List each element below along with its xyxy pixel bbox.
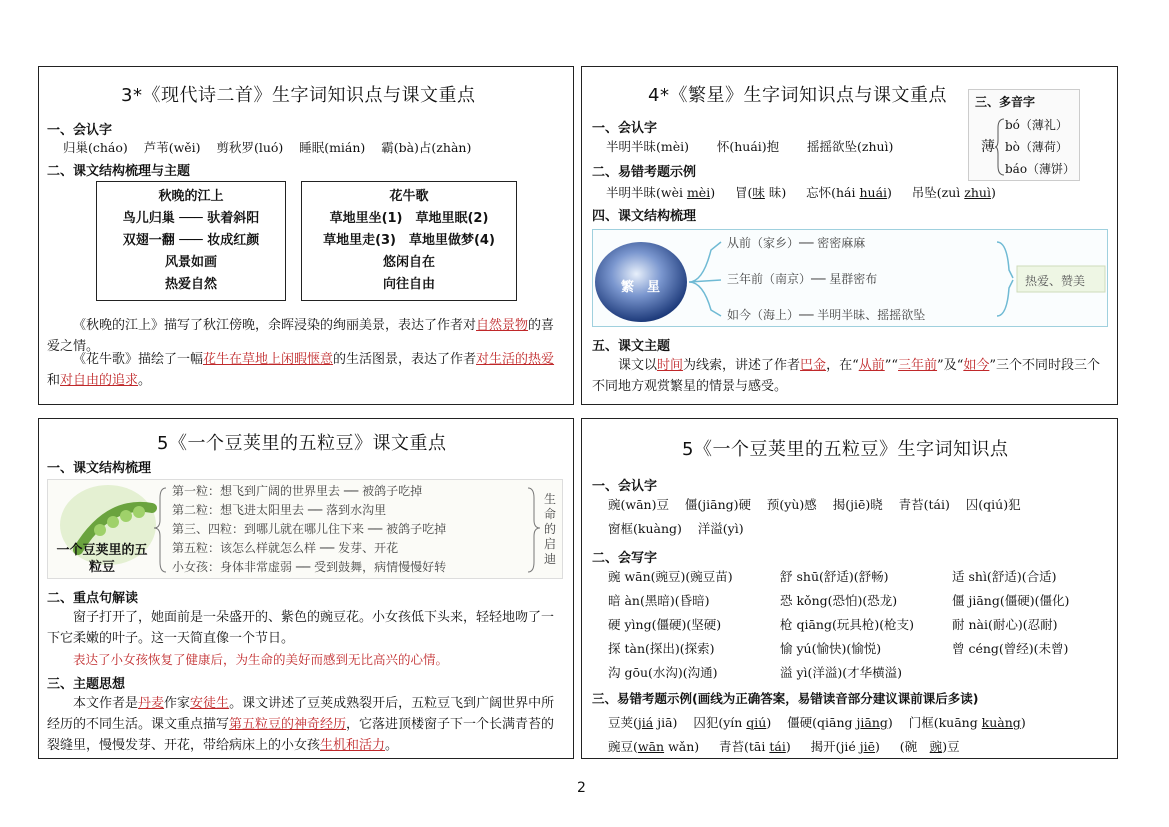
mind-conclusion: 热爱、赞美 bbox=[1025, 274, 1086, 288]
summary-paragraph bbox=[47, 349, 565, 391]
key-phrase: 三年前 bbox=[898, 358, 938, 373]
write-item: 耐 nài(耐心)(忍耐) bbox=[952, 617, 1058, 632]
text: ，它落进顶楼窗子下一个长满青苔的裂缝里，慢慢发芽、开花，带给病床上的小女孩 bbox=[47, 717, 555, 753]
char-item: 洋溢(yì) bbox=[697, 521, 744, 536]
error-examples bbox=[608, 713, 1026, 731]
text: 《秋晚的江上》描写了秋江傍晚，余晖浸染的绚丽美景，表达了作者对 bbox=[73, 318, 477, 333]
section-heading: 一、会认字 bbox=[47, 123, 113, 138]
key-phrase: 自然景物 bbox=[476, 318, 529, 333]
error-item: 门框(kuāng kuàng) bbox=[908, 715, 1026, 730]
text: 本文作者是 bbox=[73, 696, 139, 711]
key-phrase: 生机和活力 bbox=[320, 738, 386, 753]
key-phrase: 如今 bbox=[963, 358, 990, 373]
write-item: 探 tàn(探出)(探索) bbox=[608, 641, 715, 656]
mind-branch: 三年前（南京）── 星群密布 bbox=[727, 272, 878, 286]
error-item: 青苔(tāi tái) bbox=[719, 739, 791, 754]
write-item: 舒 shū(舒适)(舒畅) bbox=[780, 569, 889, 584]
box-line: 向往自由 bbox=[382, 277, 435, 292]
key-phrase: 对生活的热爱 bbox=[476, 352, 555, 367]
sentence-interpretation: 表达了小女孩恢复了健康后，为生命的美好而感到无比高兴的心情。 bbox=[73, 652, 449, 667]
write-item: 沟 gōu(水沟)(沟通) bbox=[608, 665, 718, 680]
tree-row: 第二粒：想飞进太阳里去 ── 落到水沟里 bbox=[172, 503, 387, 517]
text: ”及“ bbox=[937, 358, 964, 373]
tree-row: 第一粒：想飞到广阔的世界里去 ── 被鸽子吃掉 bbox=[172, 484, 423, 498]
box-line: 悠闲自在 bbox=[382, 255, 435, 270]
char-item: 归巢(cháo) bbox=[63, 140, 128, 155]
polyphonic-char: 薄 bbox=[981, 139, 995, 155]
section-heading: 二、会写字 bbox=[592, 551, 658, 566]
tree-row: 小女孩：身体非常虚弱 ── 受到鼓舞，病情慢慢好转 bbox=[172, 560, 447, 574]
polyphonic-title: 三、多音字 bbox=[975, 95, 1036, 109]
box-line: 花牛歌 bbox=[389, 189, 429, 204]
write-item: 枪 qiāng(玩具枪)(枪支) bbox=[780, 617, 914, 632]
box-line: 鸟儿归巢 ─── 驮着斜阳 bbox=[122, 211, 260, 226]
text: 作家 bbox=[164, 696, 191, 711]
error-item: (碗 豌)豆 bbox=[899, 739, 960, 754]
char-item: 摇摇欲坠(zhuì) bbox=[806, 139, 894, 154]
section-heading: 五、课文主题 bbox=[592, 339, 671, 354]
text: 课文以 bbox=[618, 358, 658, 373]
polyphonic-reading: bó（薄礼） bbox=[1005, 118, 1068, 132]
panel-title: 5《一个豆荚里的五粒豆》课文重点 bbox=[157, 433, 447, 454]
panel-poems bbox=[38, 66, 574, 405]
mind-branch: 从前（家乡）── 密密麻麻 bbox=[727, 236, 866, 250]
tree-conclusion: 生命的启迪 bbox=[544, 492, 557, 566]
section-heading: 四、课文结构梳理 bbox=[592, 209, 697, 224]
error-item: 吊坠(zuì zhuì) bbox=[911, 185, 996, 200]
text: 和 bbox=[47, 373, 61, 388]
key-phrase: 时间 bbox=[657, 358, 684, 373]
section-heading: 一、课文结构梳理 bbox=[47, 461, 152, 476]
writing-char-grid bbox=[608, 565, 1112, 685]
write-item: 曾 céng(曾经)(未曾) bbox=[952, 641, 1069, 656]
key-phrase: 第五粒豆的神奇经历 bbox=[229, 717, 347, 732]
char-item: 青苔(tái) bbox=[898, 497, 950, 512]
section-heading: 一、会认字 bbox=[592, 479, 658, 494]
key-phrase: 安徒生 bbox=[190, 696, 230, 711]
polyphonic-box bbox=[968, 89, 1080, 181]
error-item: 豌豆(wān wǎn) bbox=[608, 739, 700, 754]
char-item: 豌(wān)豆 bbox=[608, 497, 669, 512]
box-line: 秋晚的江上 bbox=[158, 189, 224, 204]
char-item: 怀(huái)抱 bbox=[716, 139, 780, 154]
char-list bbox=[608, 495, 1021, 513]
error-item: 僵硬(qiāng jiāng) bbox=[787, 715, 893, 730]
box-line: 草地里坐(1) 草地里眠(2) bbox=[329, 211, 489, 226]
key-phrase: 巴金 bbox=[800, 358, 827, 373]
write-item: 僵 jiāng(僵硬)(僵化) bbox=[952, 593, 1070, 608]
key-sentence: 窗子打开了，她面前是一朵盛开的、紫色的豌豆花。小女孩低下头来，轻轻地吻了一下它柔嫩的叶子。这一天简直像一个节日。 bbox=[47, 610, 555, 646]
write-item bbox=[952, 661, 1112, 685]
char-item: 芦苇(wěi) bbox=[143, 140, 201, 155]
text: 。课文讲述了豆荚成熟裂开后，五粒豆飞到广阔世界中所经历的不同生活。课文重点描写 bbox=[47, 696, 555, 732]
box-line: 热爱自然 bbox=[164, 277, 217, 292]
write-item: 恐 kǒng(恐怕)(恐龙) bbox=[780, 593, 898, 608]
write-item: 溢 yì(洋溢)(才华横溢) bbox=[780, 665, 903, 680]
write-item: 适 shì(舒适)(合适) bbox=[952, 569, 1057, 584]
text: ，在“ bbox=[826, 358, 859, 373]
section-heading: 一、会认字 bbox=[592, 121, 658, 136]
section-heading: 二、重点句解读 bbox=[47, 591, 139, 606]
panel-title: 3*《现代诗二首》生字词知识点与课文重点 bbox=[121, 85, 476, 106]
char-item: 半明半昧(mèi) bbox=[606, 139, 690, 154]
polyphonic-reading: bò（薄荷） bbox=[1005, 140, 1068, 154]
illustration-label: 一个豆荚里的五粒豆 bbox=[56, 543, 148, 575]
key-phrase: 丹麦 bbox=[138, 696, 165, 711]
write-item: 硬 yìng(僵硬)(坚硬) bbox=[608, 617, 722, 632]
write-item: 愉 yú(愉快)(愉悦) bbox=[780, 641, 882, 656]
char-item: 囚(qiú)犯 bbox=[965, 497, 1021, 512]
error-item: 半明半昧(wèi mèi) bbox=[606, 185, 716, 200]
char-list bbox=[63, 138, 471, 156]
box-line: 风景如画 bbox=[164, 255, 217, 270]
error-item: 冒(味 昧) bbox=[734, 185, 787, 200]
key-phrase: 从前 bbox=[858, 358, 885, 373]
polyphonic-reading: báo（薄饼） bbox=[1005, 162, 1076, 176]
char-item: 睡眠(mián) bbox=[299, 140, 366, 155]
char-item: 霸(bà)占(zhàn) bbox=[381, 140, 472, 155]
error-item: 豆荚(jiá jiā) bbox=[608, 715, 678, 730]
text: ”“ bbox=[884, 358, 899, 373]
text: 为线索，讲述了作者 bbox=[683, 358, 801, 373]
char-item: 预(yù)感 bbox=[766, 497, 817, 512]
tree-row: 第五粒：该怎么样就怎么样 ── 发芽、开花 bbox=[172, 541, 399, 555]
section-heading: 三、主题思想 bbox=[47, 677, 126, 692]
page-number: 2 bbox=[577, 780, 586, 796]
structure-diagram bbox=[47, 479, 563, 579]
error-examples bbox=[606, 183, 996, 201]
char-list bbox=[608, 519, 744, 537]
section-heading: 二、课文结构梳理与主题 bbox=[47, 164, 191, 179]
key-phrase: 对自由的追求 bbox=[60, 373, 139, 388]
theme-paragraph bbox=[592, 355, 1108, 397]
structure-box-autumn bbox=[96, 181, 286, 301]
box-line: 草地里走(3) 草地里做梦(4) bbox=[323, 233, 495, 248]
theme-paragraph bbox=[47, 693, 563, 756]
text: 的生活图景，表达了作者 bbox=[333, 352, 477, 367]
text: 。 bbox=[138, 373, 152, 388]
write-item: 暗 àn(黑暗)(昏暗) bbox=[608, 593, 710, 608]
mind-map bbox=[592, 229, 1108, 327]
mind-center: 繁 星 bbox=[621, 280, 661, 295]
panel-title: 4*《繁星》生字词知识点与课文重点 bbox=[648, 85, 947, 106]
error-examples bbox=[608, 737, 960, 755]
section-heading: 三、易错考题示例(画线为正确答案，易错读音部分建议课前课后多读) bbox=[592, 691, 979, 706]
brace-icon bbox=[995, 118, 1005, 176]
char-item: 揭(jiē)晓 bbox=[832, 497, 883, 512]
key-phrase: 花牛在草地上闲暇惬意 bbox=[203, 352, 334, 367]
structure-box-cow bbox=[301, 181, 517, 301]
write-item: 豌 wān(豌豆)(豌豆苗) bbox=[608, 569, 733, 584]
error-item: 忘怀(hái huái) bbox=[806, 185, 892, 200]
section-heading: 二、易错考题示例 bbox=[592, 165, 697, 180]
error-item: 揭开(jié jiē) bbox=[810, 739, 880, 754]
char-item: 窗框(kuàng) bbox=[608, 521, 682, 536]
box-line: 双翅一翻 ─── 妆成红颜 bbox=[122, 233, 260, 248]
tree-row: 第三、四粒：到哪儿就在哪儿住下来 ── 被鸽子吃掉 bbox=[172, 522, 447, 536]
error-item: 囚犯(yín qiú) bbox=[693, 715, 772, 730]
panel-title: 5《一个豆荚里的五粒豆》生字词知识点 bbox=[682, 439, 1009, 460]
mind-branch: 如今（海上）── 半明半昧、摇摇欲坠 bbox=[727, 308, 926, 322]
text: 。 bbox=[385, 738, 399, 753]
text: 《花牛歌》描绘了一幅 bbox=[73, 352, 204, 367]
char-item: 僵(jiāng)硬 bbox=[684, 497, 752, 512]
text: ”三个不同时段三个不同地方观赏繁星的情景与感受。 bbox=[592, 358, 1101, 394]
panel-peas-key-points bbox=[38, 418, 574, 759]
panel-stars bbox=[581, 66, 1118, 405]
char-list bbox=[606, 137, 893, 155]
panel-peas-vocabulary bbox=[581, 418, 1118, 759]
text: 的喜爱之情。 bbox=[47, 318, 555, 354]
char-item: 剪秋罗(luó) bbox=[216, 140, 284, 155]
